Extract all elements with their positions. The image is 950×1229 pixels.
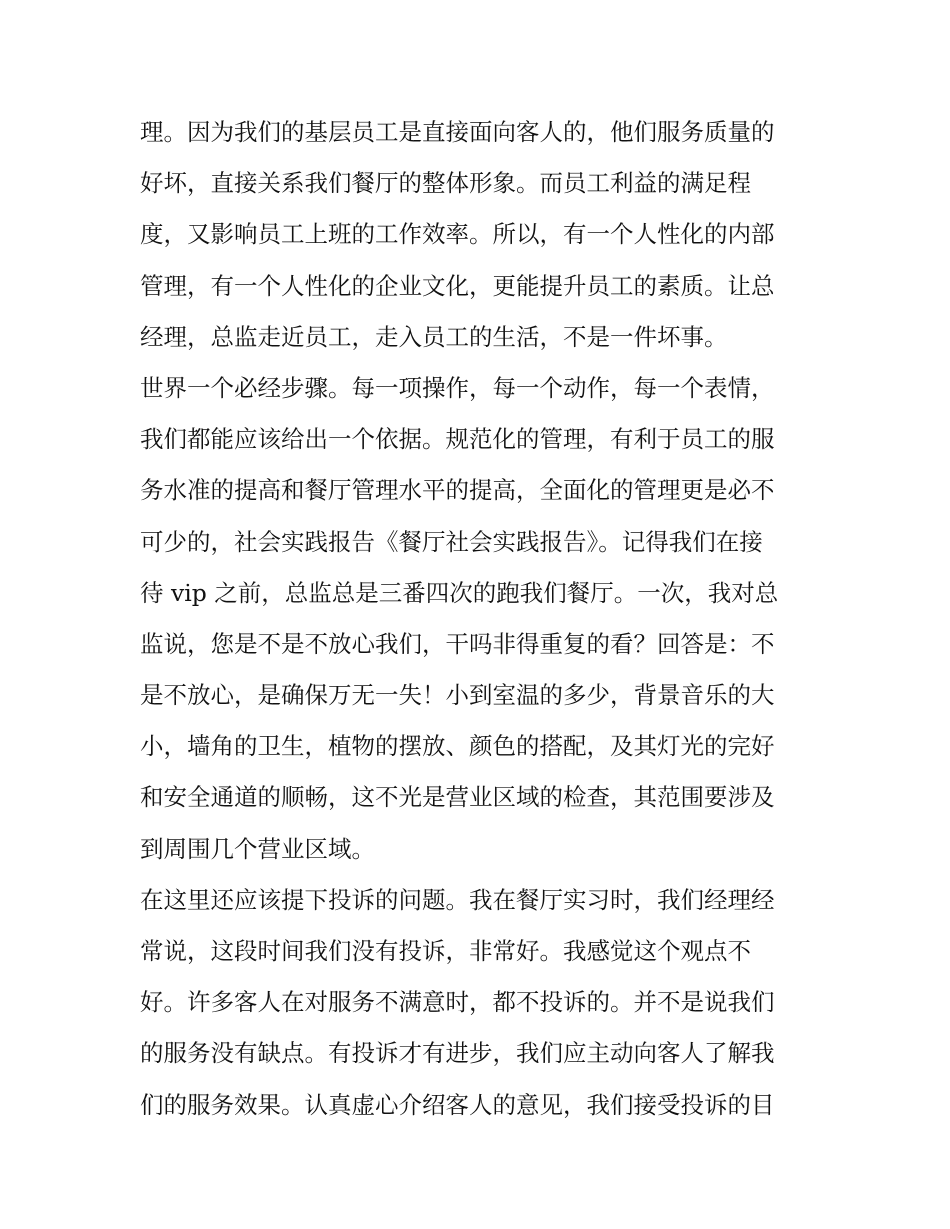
text-line: 的服务没有缺点。有投诉才有进步，我们应主动向客人了解我 xyxy=(140,1039,775,1068)
text-line: 们的服务效果。认真虚心介绍客人的意见，我们接受投诉的目 xyxy=(140,1090,775,1119)
text-line: 是不放心，是确保万无一失！小到室温的多少，背景音乐的大 xyxy=(140,681,775,710)
text-line: 我们都能应该给出一个依据。规范化的管理，有利于员工的服 xyxy=(140,425,775,454)
text-line: 在这里还应该提下投诉的问题。我在餐厅实习时，我们经理经 xyxy=(140,885,775,914)
text-line: 可少的，社会实践报告《餐厅社会实践报告》。记得我们在接 xyxy=(140,527,763,556)
text-line: 度，又影响员工上班的工作效率。所以，有一个人性化的内部 xyxy=(140,220,775,249)
text-line: 管理，有一个人性化的企业文化，更能提升员工的素质。让总 xyxy=(140,271,775,300)
text-line: 到周围几个营业区域。 xyxy=(140,834,375,863)
text-line: 理。因为我们的基层员工是直接面向客人的，他们服务质量的 xyxy=(140,118,775,146)
text-line: 和安全通道的顺畅，这不光是营业区域的检查，其范围要涉及 xyxy=(140,783,775,812)
text-line: 常说，这段时间我们没有投诉，非常好。我感觉这个观点不 xyxy=(140,937,751,965)
text-line: 好坏，直接关系我们餐厅的整体形象。而员工利益的满足程 xyxy=(140,169,751,198)
text-line: 经理，总监走近员工，走入员工的生活，不是一件坏事。 xyxy=(140,322,728,351)
text-line: 待 vip 之前，总监总是三番四次的跑我们餐厅。一次，我对总 xyxy=(140,578,779,607)
text-line: 好。许多客人在对服务不满意时，都不投诉的。并不是说我们 xyxy=(140,988,775,1017)
text-line: 监说，您是不是不放心我们，干吗非得重复的看？回答是：不 xyxy=(140,629,775,658)
text-line: 世界一个必经步骤。每一项操作，每一个动作，每一个表情， xyxy=(140,373,775,402)
text-line: 小，墙角的卫生，植物的摆放、颜色的搭配，及其灯光的完好 xyxy=(140,732,775,761)
text-line: 务水准的提高和餐厅管理水平的提高，全面化的管理更是必不 xyxy=(140,476,775,505)
body-text xyxy=(140,107,820,1131)
